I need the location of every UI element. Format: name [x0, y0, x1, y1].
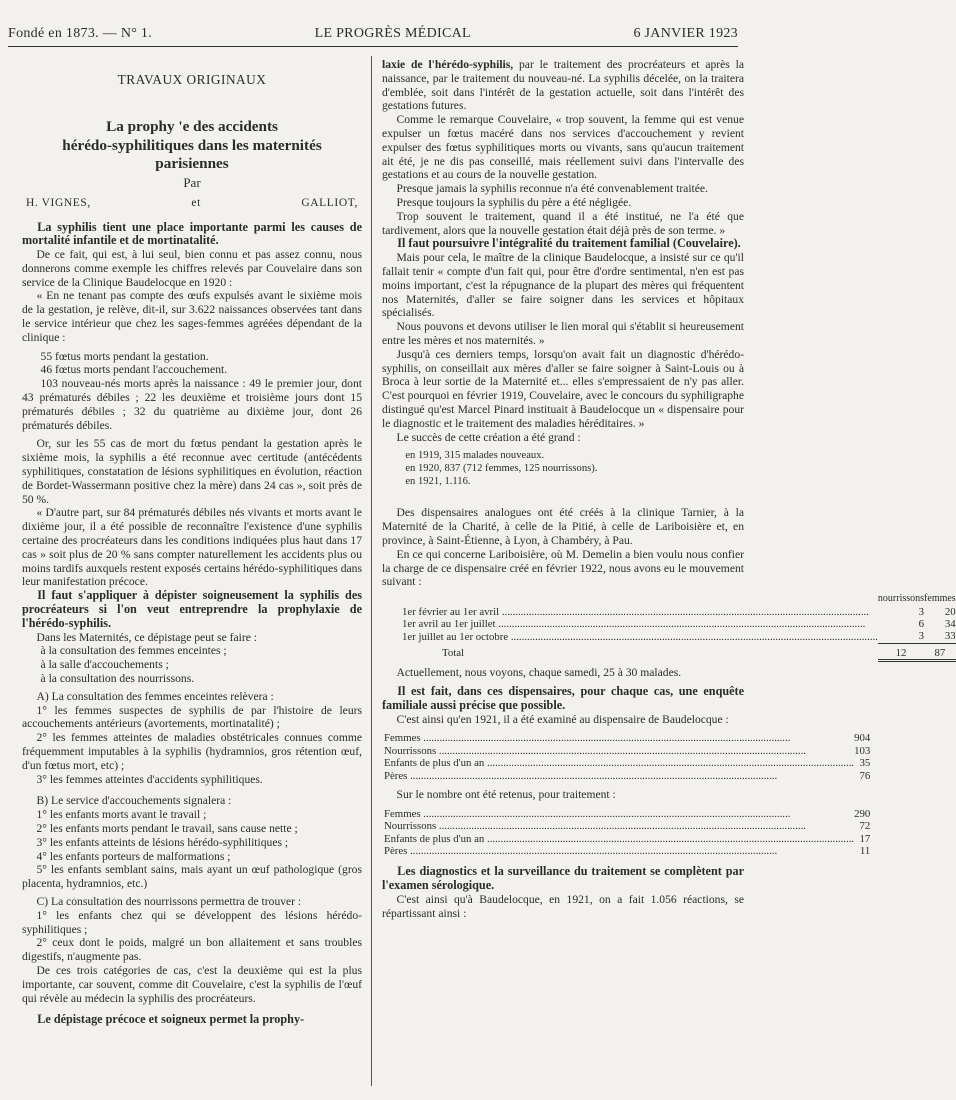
- examined-table: [384, 732, 870, 782]
- column-header: nourrissons: [877, 593, 925, 605]
- list-item: en 1921, 1.116.: [405, 476, 471, 488]
- paragraph: 5° les enfants semblant sains, mais ayant un œuf pathologique (gros placenta, hydramnios, etc.): [22, 863, 362, 891]
- paragraph: Trop souvent le traitement, quand il a été institué, ne l'a été que tardivement, alors que la nouvelle gestation était déjà près de son terme. »: [382, 209, 744, 237]
- paragraph: Actuellement, nous voyons, chaque samedi, 25 à 30 malades.: [396, 666, 682, 680]
- article-by: Par: [183, 174, 201, 190]
- bold-statement: La syphilis tient une place importante parmi les causes de mortalité infantile et de mortinatalité.: [22, 219, 362, 248]
- paragraph: 1° les enfants chez qui se développent des lésions hérédo-syphilitiques ;: [22, 908, 362, 936]
- paragraph: laxie de l'hérédo-syphilis, par le traitement des procréateurs et après la naissance, par le traitement du nouveau-né. La syphilis décelée, on la traitera d'emblée, soit dans l'intérêt de la gestation actuelle, soit dans l'intérêt des gestations futures.: [382, 58, 744, 113]
- paragraph: C'est ainsi qu'en 1921, il a été examiné au dispensaire de Baudelocque :: [396, 712, 729, 726]
- table-cell: 3: [918, 630, 925, 643]
- total-label: Total: [442, 647, 465, 660]
- paragraph: De ces trois catégories de cas, c'est la deuxième qui est la plus importante, car souvent, comme dit Couvelaire, c'est la syphilis de l'œuf qui révèle au médecin la syphilis des procréateurs.: [22, 963, 362, 1005]
- paragraph: 2° les femmes atteintes de maladies obstétricales connues comme fréquemment imputables à la syphilis (hydramnios, gros rétention œuf, d'un fœtus mort, etc) ;: [22, 731, 362, 772]
- paragraph: Le succès de cette création a été grand :: [396, 430, 581, 444]
- authors: [26, 197, 358, 209]
- table-row: Femmes ..... 904: [384, 732, 870, 744]
- paragraph: 1° les femmes suspectes de syphilis de par l'histoire de leurs accouchements antérieurs (avortements, mortinatalité) ;: [22, 703, 362, 731]
- header-journal-title: LE PROGRÈS MÉDICAL: [314, 26, 471, 41]
- table-row: Enfants de plus d'un an ..... 35: [384, 757, 870, 769]
- paragraph: Nous pouvons et devons utiliser le lien moral qui s'établit si heureusement entre les mères et nos maternités. »: [382, 320, 744, 347]
- list-item: à la consultation des nourrissons.: [40, 672, 195, 685]
- paragraph: Or, sur les 55 cas de mort du fœtus pendant la gestation après le sixième mois, la syphilis a été reconnue avec certitude (antécédents syphilitiques, constatation de lésions syphilitiques en évolution, réaction de Bordet-Wassermann positive chez la mère) dans 24 cas », soit près de 50 %.: [22, 437, 362, 506]
- right-column: [382, 58, 956, 921]
- list-item: en 1920, 837 (712 femmes, 125 nourrissons).: [405, 463, 598, 475]
- table-row: Pères ..... 11: [384, 845, 870, 857]
- paragraph: 3° les enfants atteints de lésions hérédo-syphilitiques ;: [36, 835, 289, 849]
- header-date: 6 JANVIER 1923: [633, 26, 738, 41]
- paragraph: 1° les enfants morts avant le travail ;: [36, 808, 207, 822]
- table-cell-label: 1er février au 1er avril .....: [402, 606, 878, 618]
- bold-statement: Il est fait, dans ces dispensaires, pour chaque cas, une enquête familiale aussi précise que possible.: [382, 683, 744, 712]
- table-cell: 3: [918, 605, 925, 618]
- author-2: GALLIOT,: [301, 196, 358, 209]
- table-row: [402, 606, 956, 618]
- page-header: [8, 26, 738, 42]
- paragraph: C'est ainsi qu'à Baudelocque, en 1921, on a fait 1.056 réactions, se répartissant ainsi :: [382, 892, 744, 920]
- table-cell: 6: [918, 617, 925, 630]
- table-row: Femmes ..... 290: [384, 808, 870, 820]
- list-item: en 1919, 315 malades nouveaux.: [405, 450, 545, 462]
- paragraph: 4° les enfants porteurs de malformations ;: [36, 849, 231, 863]
- table-cell: 20: [944, 605, 956, 618]
- paragraph: Presque toujours la syphilis du père a été négligée.: [396, 195, 632, 209]
- paragraph: 2° ceux dont le poids, malgré un bon allaitement et sans troubles digestifs, n'augmente pas.: [22, 936, 362, 964]
- subsection-heading: C) La consultation des nourrissons permettra de trouver :: [36, 894, 302, 908]
- table-total-row: [402, 643, 956, 660]
- list-item: 46 fœtus morts pendant l'accouchement.: [40, 363, 228, 377]
- header-founded: Fondé en 1873. — N° 1.: [8, 26, 153, 41]
- table-cell-label: 1er avril au 1er juillet .....: [402, 618, 878, 630]
- header-rule: [8, 46, 738, 47]
- paragraph: Sur le nombre ont été retenus, pour traitement :: [396, 787, 616, 801]
- treated-table: [384, 808, 870, 858]
- list-item: à la salle d'accouchements ;: [40, 658, 169, 672]
- paragraph: 2° les enfants morts pendant le travail, sans cause nette ;: [36, 821, 298, 835]
- paragraph: De ce fait, qui est, à lui seul, bien connu et pas assez connu, nous donnerons comme exemple les chiffres relevés par Couvelaire dans son service de la Clinique Baudelocque en 1920 :: [22, 248, 362, 289]
- bold-statement: Les diagnostics et la surveillance du traitement se complètent par l'examen sérologique.: [382, 864, 744, 893]
- author-conjunction: et: [191, 196, 201, 209]
- total-cell: 12: [878, 643, 924, 660]
- column-header: femmes: [924, 593, 956, 605]
- table-row: Nourrissons ..... 103: [384, 745, 870, 757]
- paragraph: Comme le remarque Couvelaire, « trop souvent, la femme qui est venue expulser un fœtus macéré dans nos services d'accouchement y revient expulser des fœtus syphilitiques morts ou vivants, sans qu'aucun traitement ait été, je ne dis pas conseillé, mais réellement suivi dans l'intervalle des gestations et au cours de la nouvelle gestation.: [382, 113, 744, 182]
- section-heading: TRAVAUX ORIGINAUX: [117, 72, 267, 87]
- article-title-line-3: parisiennes: [155, 155, 229, 172]
- subsection-heading: A) La consultation des femmes enceintes relèvera :: [36, 689, 274, 703]
- table-row: Pères ..... 76: [384, 770, 870, 782]
- article-title-line-1: La prophy 'e des accidents: [106, 118, 278, 135]
- table-cell: 33: [944, 630, 956, 643]
- bold-statement: Il faut s'appliquer à dépister soigneusement la syphilis des procréateurs si l'on veut entreprendre la prophylaxie de l'hérédo-syphilis.: [22, 588, 362, 630]
- paragraph: Jusqu'à ces derniers temps, lorsqu'on avait fait un diagnostic d'hérédo-syphilis, on conseillait aux mères d'aller se faire soigner à Saint-Louis ou à Broca à leur sortie de la Maternité et... elles s'empressaient de n'y pas aller. C'est pourquoi en février 1919, Couvelaire, avec le concours du syphiligraphe distingué qu'est Marcel Pinard instituait à Baudelocque un « dispensaire pour le diagnostic et le traitement des maladies héréditaires. »: [382, 347, 744, 430]
- paragraph: Presque jamais la syphilis reconnue n'a été convenablement traitée.: [396, 182, 708, 196]
- table-row: Enfants de plus d'un an ..... 17: [384, 833, 870, 845]
- paragraph: Des dispensaires analogues ont été créés à la clinique Tarnier, à la Maternité de la Charité, à celle de la Pitié, à celle de Lariboisière et, en province, à Saint-Étienne, à Lyon, à Chambéry, à Pau.: [382, 506, 744, 547]
- paragraph: Dans les Maternités, ce dépistage peut se faire :: [36, 630, 258, 644]
- table-row: Nourrissons ..... 72: [384, 820, 870, 832]
- table-row: [402, 618, 956, 630]
- article-title-line-2: hérédo-syphilitiques dans les maternités: [62, 136, 322, 154]
- bold-statement: Le dépistage précoce et soigneux permet la prophy-: [37, 1012, 305, 1027]
- subsection-heading: B) Le service d'accouchements signalera :: [36, 794, 232, 808]
- paragraph: « En ne tenant pas compte des œufs expulsés avant le sixième mois de la gestation, je relève, dit-il, sur 3.622 naissances observées tant dans le service intérieur que chez les sages-femmes agréées dépendant de la clinique :: [22, 289, 362, 344]
- paragraph: 3° les femmes atteintes d'accidents syphilitiques.: [36, 772, 263, 786]
- bold-lead: laxie de l'hérédo-syphilis,: [382, 58, 514, 71]
- paragraph: « D'autre part, sur 84 prématurés débiles nés vivants et morts avant le dixième jour, il a été possible de reconnaître l'existence d'une syphilis certaine des procréateurs dans les conditions indiquées plus haut dans 17 cas » soit plus de 20 % sans compter naturellement les accidents plus ou moins tardifs auxquels restent exposés certains hérédo-syphilitiques dans leur manifestation précoce.: [22, 506, 362, 589]
- table-row: [402, 630, 956, 643]
- bold-statement: Il faut poursuivre l'intégralité du traitement familial (Couvelaire).: [397, 236, 741, 251]
- table-cell: 34: [944, 617, 956, 630]
- dispensary-table: [402, 593, 956, 662]
- paragraph: En ce qui concerne Lariboisière, où M. Demelin a bien voulu nous confier la charge de ce dispensaire créé en février 1922, nous avons eu le mouvement suivant :: [382, 547, 744, 589]
- column-separator: [371, 56, 372, 1086]
- author-1: H. VIGNES,: [26, 196, 91, 209]
- list-item: 103 nouveau-nés morts après la naissance : 49 le premier jour, dont 43 prématurés débiles ; 22 les deuxième et troisième jours dont 15 prématurés débiles ; 32 du quatrième au dixième jour, dont 26 prématurés débiles.: [22, 377, 362, 432]
- total-cell: 87: [924, 643, 956, 660]
- paragraph: Mais pour cela, le maître de la clinique Baudelocque, a insisté sur ce qu'il fallait tenir « compte d'un fait qui, pour être d'ordre sentimental, n'en est pas moins important, c'est la répugnance de la plupart des mères qui fréquentent nos Maternités, d'aller se faire soigner dans les services et hôpitaux spécialisés.: [382, 251, 744, 320]
- list-item: à la consultation des femmes enceintes ;: [40, 644, 227, 658]
- table-cell-label: 1er juillet au 1er octobre .....: [402, 630, 878, 643]
- list-item: 55 fœtus morts pendant la gestation.: [40, 349, 209, 363]
- left-column: [22, 58, 362, 1027]
